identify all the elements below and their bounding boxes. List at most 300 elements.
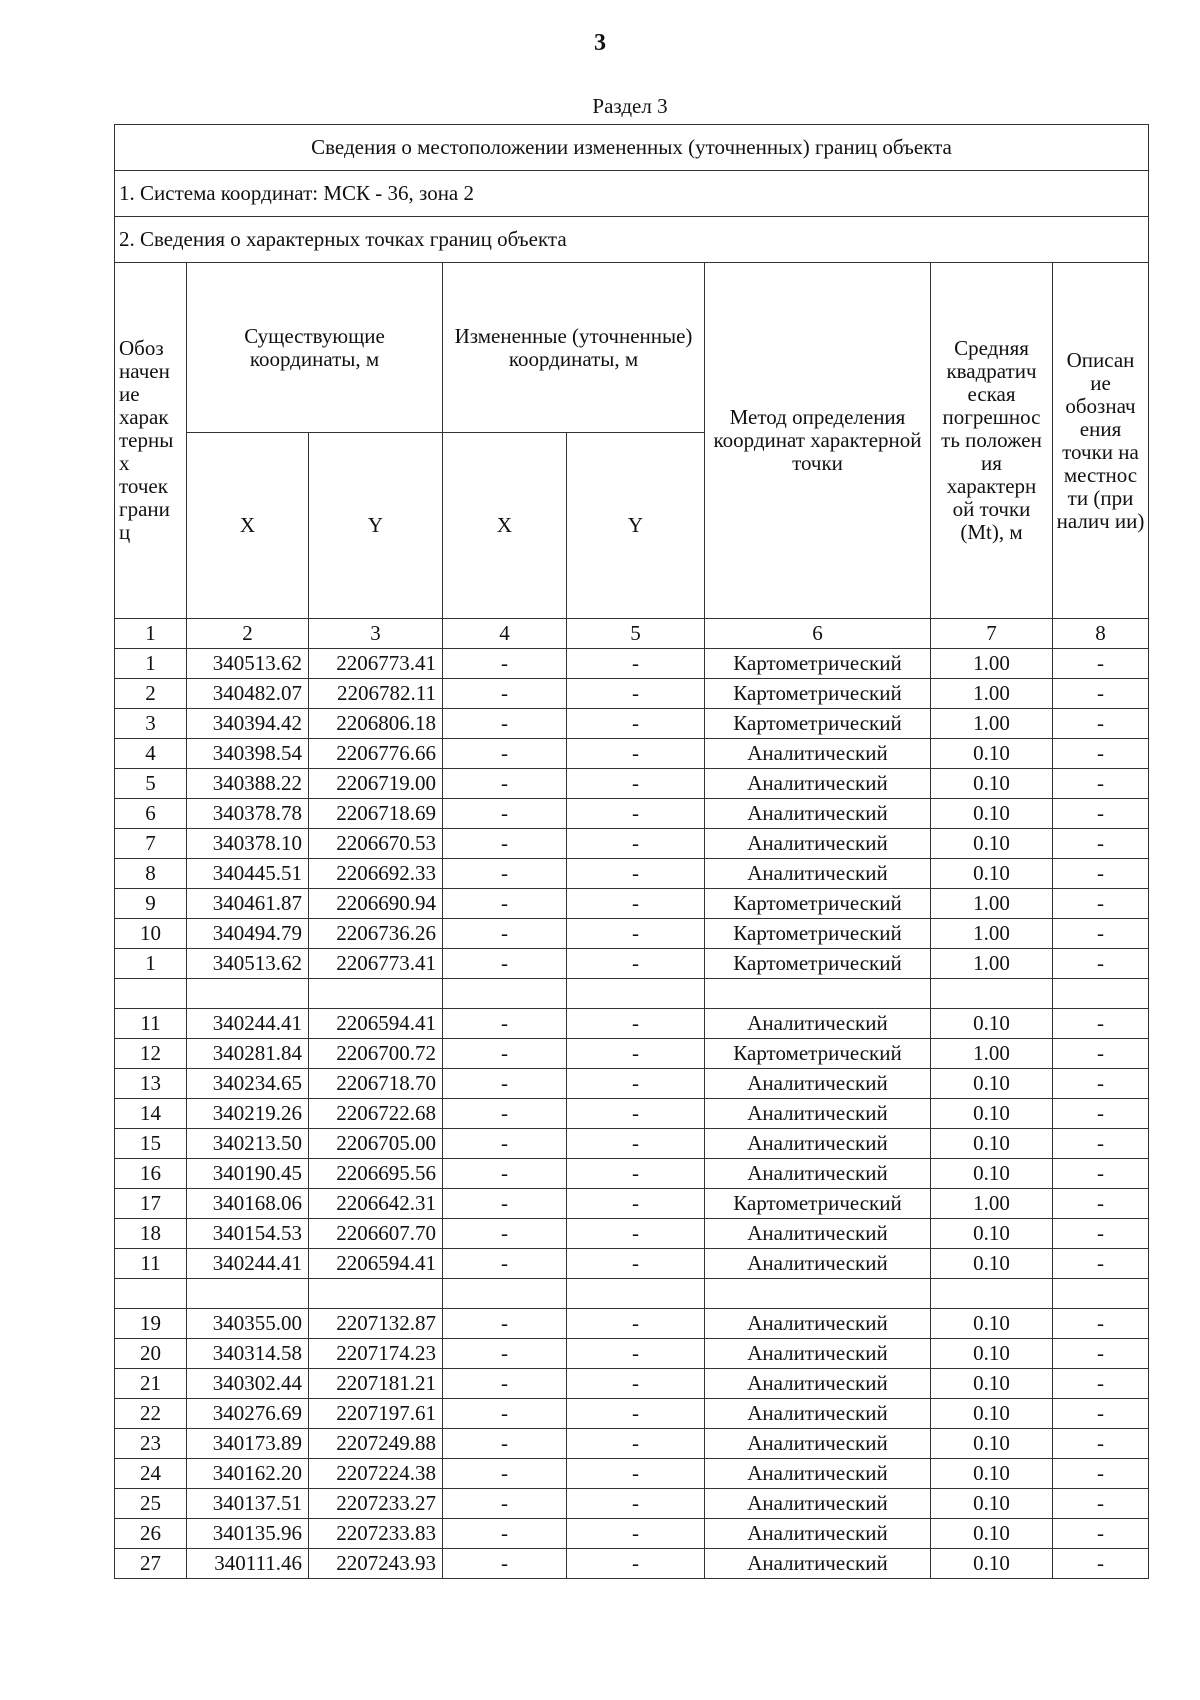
mean-error-cell: 0.10 [931, 1399, 1053, 1429]
table-row [115, 1069, 1149, 1099]
mean-error-cell: 1.00 [931, 679, 1053, 709]
method-cell: Аналитический [705, 769, 931, 799]
existing-y-cell: 2206705.00 [309, 1129, 443, 1159]
mean-error-cell: 0.10 [931, 1549, 1053, 1579]
point-number-cell: 9 [115, 889, 187, 919]
changed-y-cell: - [567, 1399, 705, 1429]
existing-y-cell: 2206692.33 [309, 859, 443, 889]
changed-y-cell: - [567, 1369, 705, 1399]
method-cell: Аналитический [705, 1249, 931, 1279]
point-number-cell: 5 [115, 769, 187, 799]
method-cell: Аналитический [705, 1129, 931, 1159]
col-number: 3 [309, 619, 443, 649]
changed-x-cell [443, 1279, 567, 1309]
existing-x-cell: 340513.62 [187, 949, 309, 979]
col-number: 5 [567, 619, 705, 649]
existing-x-cell: 340388.22 [187, 769, 309, 799]
existing-x-cell: 340281.84 [187, 1039, 309, 1069]
changed-y-cell: - [567, 1189, 705, 1219]
table-row [115, 1159, 1149, 1189]
mean-error-cell: 0.10 [931, 1069, 1053, 1099]
changed-y-cell: - [567, 1009, 705, 1039]
existing-x-cell: 340173.89 [187, 1429, 309, 1459]
existing-y-cell: 2207132.87 [309, 1309, 443, 1339]
mean-error-cell: 0.10 [931, 739, 1053, 769]
existing-x-cell: 340244.41 [187, 1249, 309, 1279]
point-description-cell: - [1053, 1399, 1149, 1429]
changed-y-cell: - [567, 859, 705, 889]
existing-y-cell [309, 1279, 443, 1309]
mean-error-cell: 1.00 [931, 649, 1053, 679]
point-description-cell: - [1053, 1159, 1149, 1189]
changed-y-cell: - [567, 709, 705, 739]
point-number-cell: 10 [115, 919, 187, 949]
points-heading-row [115, 217, 1149, 263]
point-number-cell: 6 [115, 799, 187, 829]
method-cell: Аналитический [705, 1429, 931, 1459]
existing-x-cell: 340135.96 [187, 1519, 309, 1549]
method-cell: Аналитический [705, 1519, 931, 1549]
existing-y-cell: 2206718.69 [309, 799, 443, 829]
point-description-cell: - [1053, 769, 1149, 799]
point-number-cell: 13 [115, 1069, 187, 1099]
point-description-cell: - [1053, 1189, 1149, 1219]
existing-x-cell: 340154.53 [187, 1219, 309, 1249]
changed-y-cell: - [567, 739, 705, 769]
mean-error-cell: 0.10 [931, 859, 1053, 889]
changed-y-cell: - [567, 919, 705, 949]
changed-x-cell: - [443, 1099, 567, 1129]
point-description-cell: - [1053, 1099, 1149, 1129]
page-number: 3 [594, 30, 606, 56]
existing-y-cell: 2206594.41 [309, 1249, 443, 1279]
changed-y-cell: - [567, 1099, 705, 1129]
existing-x-cell: 340276.69 [187, 1399, 309, 1429]
existing-x-cell: 340461.87 [187, 889, 309, 919]
point-description-cell: - [1053, 1459, 1149, 1489]
changed-y-cell [567, 1279, 705, 1309]
changed-x-cell: - [443, 889, 567, 919]
existing-y-cell: 2207181.21 [309, 1369, 443, 1399]
point-description-cell: - [1053, 829, 1149, 859]
header-error: Средняя квадратич еская погрешнос ть положен ия характерн ой точки (Mt), м [931, 263, 1053, 619]
header-existing-y: Y [309, 433, 443, 619]
changed-y-cell: - [567, 1339, 705, 1369]
existing-y-cell: 2206700.72 [309, 1039, 443, 1069]
existing-y-cell: 2207249.88 [309, 1429, 443, 1459]
point-number-cell: 2 [115, 679, 187, 709]
point-description-cell: - [1053, 1489, 1149, 1519]
changed-x-cell: - [443, 1249, 567, 1279]
point-description-cell: - [1053, 679, 1149, 709]
changed-x-cell: - [443, 799, 567, 829]
method-cell: Картометрический [705, 1189, 931, 1219]
point-description-cell [1053, 1279, 1149, 1309]
points-heading: 2. Сведения о характерных точках границ объекта [115, 217, 1149, 263]
table-row [115, 829, 1149, 859]
mean-error-cell: 1.00 [931, 709, 1053, 739]
changed-x-cell: - [443, 829, 567, 859]
table-row [115, 859, 1149, 889]
changed-x-cell: - [443, 1309, 567, 1339]
point-number-cell: 19 [115, 1309, 187, 1339]
table-row [115, 1459, 1149, 1489]
existing-x-cell: 340111.46 [187, 1549, 309, 1579]
changed-y-cell: - [567, 679, 705, 709]
point-description-cell: - [1053, 1039, 1149, 1069]
changed-y-cell [567, 979, 705, 1009]
existing-x-cell: 340168.06 [187, 1189, 309, 1219]
changed-y-cell: - [567, 1519, 705, 1549]
header-existing: Существующие координаты, м [187, 263, 443, 433]
changed-x-cell: - [443, 1369, 567, 1399]
existing-y-cell: 2206773.41 [309, 949, 443, 979]
changed-x-cell: - [443, 1219, 567, 1249]
changed-y-cell: - [567, 1159, 705, 1189]
existing-x-cell [187, 979, 309, 1009]
method-cell: Картометрический [705, 709, 931, 739]
changed-x-cell: - [443, 649, 567, 679]
existing-y-cell: 2206642.31 [309, 1189, 443, 1219]
existing-x-cell: 340213.50 [187, 1129, 309, 1159]
mean-error-cell: 1.00 [931, 919, 1053, 949]
mean-error-cell: 0.10 [931, 1519, 1053, 1549]
changed-x-cell: - [443, 1009, 567, 1039]
table-row [115, 1369, 1149, 1399]
method-cell: Аналитический [705, 1309, 931, 1339]
point-description-cell: - [1053, 1429, 1149, 1459]
header-description: Описан ие обознач ения точки на местнос ти (при налич ии) [1053, 263, 1149, 619]
mean-error-cell: 0.10 [931, 769, 1053, 799]
table-row [115, 649, 1149, 679]
point-number-cell: 25 [115, 1489, 187, 1519]
point-description-cell: - [1053, 1369, 1149, 1399]
table-row [115, 1189, 1149, 1219]
method-cell: Аналитический [705, 1159, 931, 1189]
point-number-cell: 7 [115, 829, 187, 859]
point-description-cell: - [1053, 1519, 1149, 1549]
method-cell [705, 979, 931, 1009]
table-row [115, 1549, 1149, 1579]
existing-y-cell: 2206736.26 [309, 919, 443, 949]
table-row [115, 1249, 1149, 1279]
changed-x-cell: - [443, 1069, 567, 1099]
changed-y-cell: - [567, 1429, 705, 1459]
method-cell: Картометрический [705, 919, 931, 949]
changed-x-cell: - [443, 1189, 567, 1219]
point-description-cell: - [1053, 919, 1149, 949]
changed-x-cell: - [443, 1549, 567, 1579]
point-number-cell: 27 [115, 1549, 187, 1579]
table-row [115, 1489, 1149, 1519]
header-changed-y: Y [567, 433, 705, 619]
changed-x-cell: - [443, 1159, 567, 1189]
mean-error-cell: 0.10 [931, 1009, 1053, 1039]
table-row [115, 1399, 1149, 1429]
column-numbers-row [115, 619, 1149, 649]
point-number-cell [115, 979, 187, 1009]
changed-y-cell: - [567, 889, 705, 919]
header-changed-x: X [443, 433, 567, 619]
table-title: Сведения о местоположении измененных (уточненных) границ объекта [115, 125, 1149, 171]
existing-y-cell: 2206806.18 [309, 709, 443, 739]
existing-x-cell: 340302.44 [187, 1369, 309, 1399]
existing-y-cell: 2207224.38 [309, 1459, 443, 1489]
existing-x-cell: 340482.07 [187, 679, 309, 709]
point-number-cell: 1 [115, 949, 187, 979]
coord-system-row [115, 171, 1149, 217]
mean-error-cell: 0.10 [931, 1249, 1053, 1279]
method-cell: Аналитический [705, 829, 931, 859]
table-row [115, 919, 1149, 949]
changed-x-cell [443, 979, 567, 1009]
point-description-cell: - [1053, 799, 1149, 829]
existing-y-cell: 2206782.11 [309, 679, 443, 709]
point-description-cell: - [1053, 1249, 1149, 1279]
changed-x-cell: - [443, 1489, 567, 1519]
changed-y-cell: - [567, 769, 705, 799]
mean-error-cell: 0.10 [931, 1489, 1053, 1519]
point-description-cell: - [1053, 709, 1149, 739]
existing-y-cell [309, 979, 443, 1009]
point-description-cell: - [1053, 1309, 1149, 1339]
point-number-cell: 1 [115, 649, 187, 679]
method-cell: Картометрический [705, 889, 931, 919]
existing-x-cell: 340234.65 [187, 1069, 309, 1099]
header-method: Метод определения координат характерной точки [705, 263, 931, 619]
point-number-cell: 3 [115, 709, 187, 739]
point-description-cell: - [1053, 739, 1149, 769]
point-number-cell: 24 [115, 1459, 187, 1489]
mean-error-cell: 1.00 [931, 1039, 1053, 1069]
table-row [115, 739, 1149, 769]
changed-y-cell: - [567, 1549, 705, 1579]
changed-x-cell: - [443, 1459, 567, 1489]
point-number-cell: 18 [115, 1219, 187, 1249]
table-row [115, 1429, 1149, 1459]
changed-x-cell: - [443, 769, 567, 799]
existing-x-cell: 340219.26 [187, 1099, 309, 1129]
mean-error-cell: 0.10 [931, 1099, 1053, 1129]
point-number-cell: 12 [115, 1039, 187, 1069]
header-changed: Измененные (уточненные) координаты, м [443, 263, 705, 433]
point-number-cell: 23 [115, 1429, 187, 1459]
mean-error-cell: 0.10 [931, 1369, 1053, 1399]
point-description-cell: - [1053, 949, 1149, 979]
point-number-cell: 11 [115, 1009, 187, 1039]
col-number: 8 [1053, 619, 1149, 649]
changed-y-cell: - [567, 1039, 705, 1069]
existing-y-cell: 2207197.61 [309, 1399, 443, 1429]
table-row [115, 1279, 1149, 1309]
point-number-cell: 22 [115, 1399, 187, 1429]
section-label: Раздел 3 [592, 94, 668, 118]
table-row [115, 1309, 1149, 1339]
table-row [115, 1219, 1149, 1249]
mean-error-cell [931, 979, 1053, 1009]
method-cell: Аналитический [705, 1399, 931, 1429]
changed-x-cell: - [443, 679, 567, 709]
mean-error-cell: 0.10 [931, 1339, 1053, 1369]
point-description-cell: - [1053, 1219, 1149, 1249]
changed-x-cell: - [443, 1129, 567, 1159]
table-row [115, 679, 1149, 709]
point-description-cell: - [1053, 1069, 1149, 1099]
existing-y-cell: 2207243.93 [309, 1549, 443, 1579]
point-number-cell: 20 [115, 1339, 187, 1369]
table-row [115, 1099, 1149, 1129]
existing-y-cell: 2206690.94 [309, 889, 443, 919]
method-cell: Аналитический [705, 1099, 931, 1129]
existing-x-cell: 340314.58 [187, 1339, 309, 1369]
table-row [115, 979, 1149, 1009]
existing-y-cell: 2206776.66 [309, 739, 443, 769]
mean-error-cell: 1.00 [931, 889, 1053, 919]
col-number: 1 [115, 619, 187, 649]
existing-y-cell: 2206670.53 [309, 829, 443, 859]
existing-x-cell [187, 1279, 309, 1309]
table-row [115, 1339, 1149, 1369]
point-number-cell: 11 [115, 1249, 187, 1279]
method-cell: Аналитический [705, 739, 931, 769]
mean-error-cell: 0.10 [931, 1129, 1053, 1159]
method-cell: Аналитический [705, 1219, 931, 1249]
point-number-cell: 16 [115, 1159, 187, 1189]
mean-error-cell: 0.10 [931, 1429, 1053, 1459]
existing-y-cell: 2207233.27 [309, 1489, 443, 1519]
point-description-cell: - [1053, 1129, 1149, 1159]
changed-x-cell: - [443, 919, 567, 949]
table-row [115, 1009, 1149, 1039]
existing-y-cell: 2206773.41 [309, 649, 443, 679]
table-row [115, 949, 1149, 979]
existing-x-cell: 340394.42 [187, 709, 309, 739]
mean-error-cell: 0.10 [931, 1159, 1053, 1189]
changed-y-cell: - [567, 1249, 705, 1279]
mean-error-cell: 0.10 [931, 1459, 1053, 1489]
point-description-cell: - [1053, 649, 1149, 679]
changed-y-cell: - [567, 799, 705, 829]
col-number: 7 [931, 619, 1053, 649]
existing-y-cell: 2206607.70 [309, 1219, 443, 1249]
changed-y-cell: - [567, 1309, 705, 1339]
method-cell: Аналитический [705, 1459, 931, 1489]
coord-system: 1. Система координат: МСК - 36, зона 2 [115, 171, 1149, 217]
point-number-cell: 26 [115, 1519, 187, 1549]
changed-x-cell: - [443, 859, 567, 889]
existing-x-cell: 340244.41 [187, 1009, 309, 1039]
mean-error-cell: 0.10 [931, 1309, 1053, 1339]
existing-x-cell: 340355.00 [187, 1309, 309, 1339]
changed-x-cell: - [443, 1519, 567, 1549]
method-cell: Картометрический [705, 1039, 931, 1069]
method-cell: Аналитический [705, 1369, 931, 1399]
table-row [115, 709, 1149, 739]
header-designation: Обоз начен ие харак терны х точек грани ц [115, 263, 187, 619]
point-description-cell: - [1053, 1549, 1149, 1579]
mean-error-cell: 1.00 [931, 1189, 1053, 1219]
changed-y-cell: - [567, 1459, 705, 1489]
header-row-top [115, 263, 1149, 433]
point-number-cell: 4 [115, 739, 187, 769]
table-row [115, 1129, 1149, 1159]
point-number-cell [115, 1279, 187, 1309]
coordinates-table [114, 124, 1149, 1579]
method-cell: Картометрический [705, 649, 931, 679]
existing-x-cell: 340378.10 [187, 829, 309, 859]
changed-x-cell: - [443, 739, 567, 769]
table-row [115, 1039, 1149, 1069]
method-cell: Аналитический [705, 1069, 931, 1099]
existing-x-cell: 340445.51 [187, 859, 309, 889]
mean-error-cell: 1.00 [931, 949, 1053, 979]
method-cell: Аналитический [705, 1549, 931, 1579]
changed-x-cell: - [443, 1399, 567, 1429]
existing-y-cell: 2206718.70 [309, 1069, 443, 1099]
table-row [115, 799, 1149, 829]
existing-x-cell: 340137.51 [187, 1489, 309, 1519]
existing-y-cell: 2206695.56 [309, 1159, 443, 1189]
existing-x-cell: 340398.54 [187, 739, 309, 769]
method-cell: Картометрический [705, 949, 931, 979]
changed-y-cell: - [567, 649, 705, 679]
changed-y-cell: - [567, 949, 705, 979]
col-number: 2 [187, 619, 309, 649]
point-description-cell: - [1053, 1009, 1149, 1039]
method-cell: Аналитический [705, 1009, 931, 1039]
col-number: 6 [705, 619, 931, 649]
changed-x-cell: - [443, 1039, 567, 1069]
table-row [115, 769, 1149, 799]
point-number-cell: 15 [115, 1129, 187, 1159]
table-row [115, 889, 1149, 919]
method-cell [705, 1279, 931, 1309]
point-number-cell: 8 [115, 859, 187, 889]
existing-y-cell: 2206594.41 [309, 1009, 443, 1039]
changed-x-cell: - [443, 709, 567, 739]
existing-y-cell: 2206722.68 [309, 1099, 443, 1129]
method-cell: Аналитический [705, 1489, 931, 1519]
method-cell: Аналитический [705, 1339, 931, 1369]
mean-error-cell: 0.10 [931, 1219, 1053, 1249]
changed-y-cell: - [567, 1489, 705, 1519]
existing-y-cell: 2206719.00 [309, 769, 443, 799]
changed-x-cell: - [443, 1429, 567, 1459]
existing-x-cell: 340494.79 [187, 919, 309, 949]
mean-error-cell: 0.10 [931, 799, 1053, 829]
changed-y-cell: - [567, 1069, 705, 1099]
changed-x-cell: - [443, 949, 567, 979]
existing-y-cell: 2207233.83 [309, 1519, 443, 1549]
changed-y-cell: - [567, 1219, 705, 1249]
col-number: 4 [443, 619, 567, 649]
mean-error-cell: 0.10 [931, 829, 1053, 859]
existing-x-cell: 340190.45 [187, 1159, 309, 1189]
changed-y-cell: - [567, 829, 705, 859]
point-description-cell: - [1053, 1339, 1149, 1369]
existing-x-cell: 340378.78 [187, 799, 309, 829]
table-title-row [115, 125, 1149, 171]
method-cell: Аналитический [705, 859, 931, 889]
method-cell: Аналитический [705, 799, 931, 829]
existing-x-cell: 340162.20 [187, 1459, 309, 1489]
header-existing-x: X [187, 433, 309, 619]
existing-x-cell: 340513.62 [187, 649, 309, 679]
point-number-cell: 14 [115, 1099, 187, 1129]
point-description-cell: - [1053, 859, 1149, 889]
changed-y-cell: - [567, 1129, 705, 1159]
existing-y-cell: 2207174.23 [309, 1339, 443, 1369]
